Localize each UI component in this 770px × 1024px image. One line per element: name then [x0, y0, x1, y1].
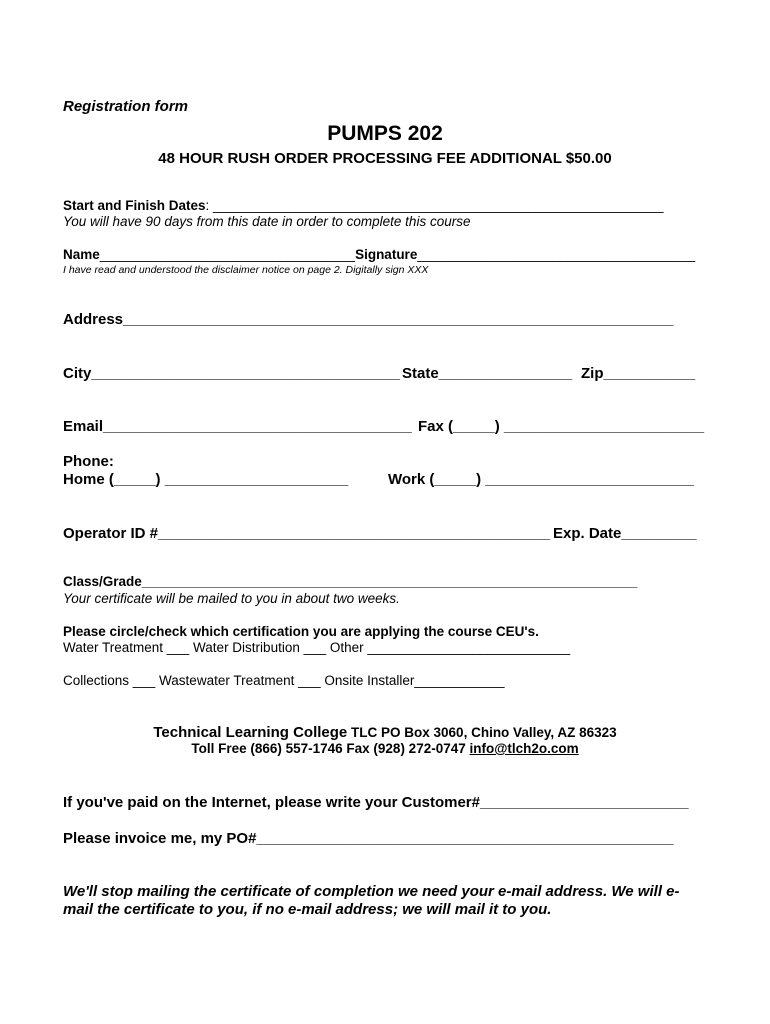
phone-fax: Toll Free (866) 557-1746 Fax (928) 272-0747: [191, 741, 470, 756]
exp-date-field[interactable]: Exp. Date_________: [553, 525, 697, 542]
class-grade-field[interactable]: Class/Grade__________________________________________________________________: [63, 574, 638, 589]
certification-options-row2[interactable]: Collections ___ Wastewater Treatment ___ Onsite Installer____________: [63, 673, 505, 688]
state-field[interactable]: State________________: [402, 365, 573, 382]
college-contact-line: [0, 724, 770, 741]
dates-note: You will have 90 days from this date in order to complete this course: [63, 214, 471, 229]
email-field[interactable]: Email_____________________________________: [63, 418, 412, 435]
college-name: Technical Learning College: [153, 724, 348, 741]
home-phone-field[interactable]: Home (_____) ______________________: [63, 471, 349, 488]
customer-number-field[interactable]: If you've paid on the Internet, please write your Customer#_________________________: [63, 794, 689, 811]
phone-label: Phone:: [63, 453, 114, 470]
signature-field[interactable]: _____________________________________: [417, 247, 696, 262]
signature-note: I have read and understood the disclaimer notice on page 2. Digitally sign XXX: [63, 264, 429, 276]
form-label: Registration form: [63, 98, 189, 115]
class-note: Your certificate will be mailed to you in about two weeks.: [63, 591, 400, 606]
college-address: TLC PO Box 3060, Chino Valley, AZ 86323: [347, 725, 617, 740]
city-field[interactable]: City_____________________________________: [63, 365, 401, 382]
po-number-field[interactable]: Please invoice me, my PO#__________________________________________________: [63, 830, 674, 847]
address-field[interactable]: Address__________________________________________________________________: [63, 311, 674, 328]
fax-field[interactable]: Fax (_____) ________________________: [418, 418, 705, 435]
email-notice-line2: mail the certificate to you, if no e-mail address; we will mail it to you.: [63, 901, 552, 918]
email-link[interactable]: info@tlch2o.com: [469, 741, 579, 756]
rush-fee-notice: 48 HOUR RUSH ORDER PROCESSING FEE ADDITIONAL $50.00: [158, 150, 612, 167]
certification-options-row1[interactable]: Water Treatment ___ Water Distribution ___ Other ___________________________: [63, 640, 571, 655]
certification-prompt: Please circle/check which certification you are applying the course CEU's.: [63, 624, 539, 639]
name-label: Name: [63, 247, 100, 262]
signature-label: Signature: [355, 247, 418, 262]
dates-field[interactable]: [63, 198, 664, 213]
operator-id-field[interactable]: Operator ID #_______________________________________________: [63, 525, 551, 542]
dates-line[interactable]: : ____________________________________________________________: [205, 198, 664, 213]
dates-label: Start and Finish Dates: [63, 198, 206, 213]
name-field[interactable]: __________________________________: [99, 247, 356, 262]
email-notice-line1: We'll stop mailing the certificate of completion we need your e-mail address. We will e-: [63, 883, 680, 900]
page-title: PUMPS 202: [327, 122, 443, 145]
work-phone-field[interactable]: Work (_____) _________________________: [388, 471, 694, 488]
name-signature-row: [63, 247, 695, 262]
phone-fax-email-line: [0, 741, 770, 756]
zip-field[interactable]: Zip___________: [581, 365, 696, 382]
